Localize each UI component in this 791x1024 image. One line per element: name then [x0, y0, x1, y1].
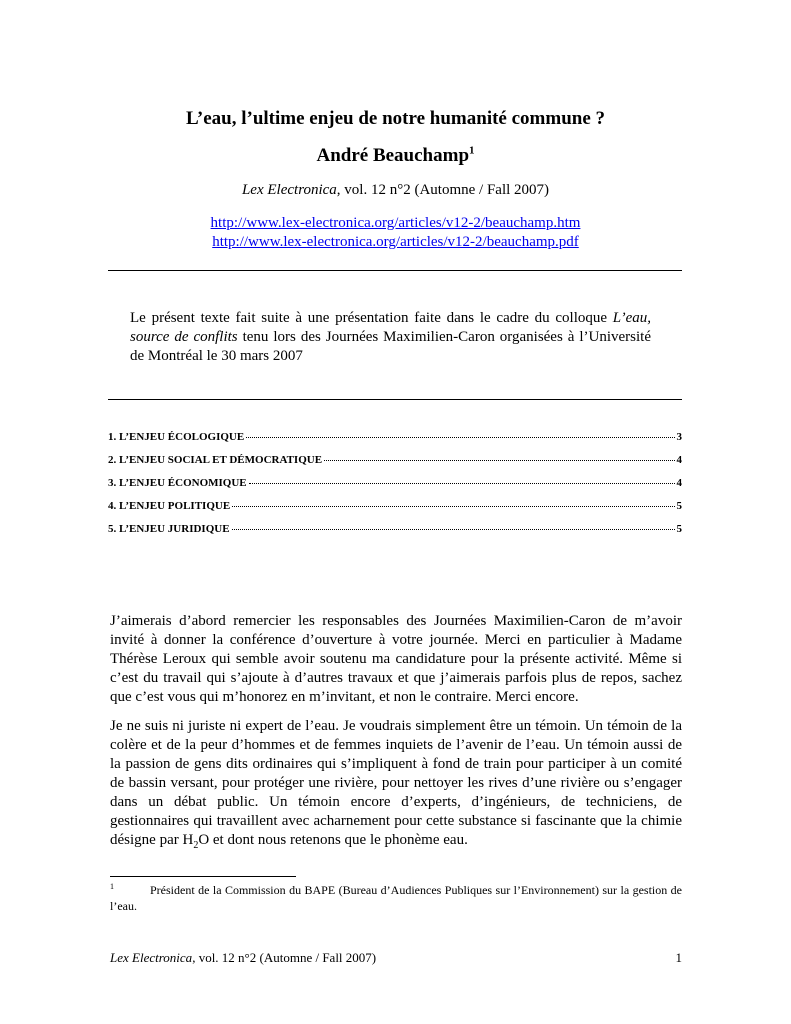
link-pdf[interactable]: http://www.lex-electronica.org/articles/v12-2/beauchamp.pdf — [212, 234, 579, 250]
footnote-mark: 1 — [110, 882, 114, 891]
toc-item-5[interactable] — [108, 523, 682, 546]
toc-item-title: 4. L’ENJEU POLITIQUE — [108, 500, 231, 512]
toc-item-4[interactable] — [108, 500, 682, 523]
toc-leader — [249, 483, 675, 484]
footnote-rule — [110, 876, 296, 877]
article-links — [0, 214, 791, 252]
paragraph-text: J’aimerais d’abord remercier les responsables des Journées Maximilien-Caron de m’avoir invité à donner la conférence d’ouverture à votre journée. Merci en particulier à Madame Thérèse Leroux qui semble avoir soutenu ma candidature pour la présente activité. Même si c’est du travail qui s’ajoute à d’autres travaux et que j’aimerais parfois plus de repos, sachez que c’est vous qui m’honorez en m’invitant, et non le contraire. Merci encore. — [110, 613, 682, 705]
author-line — [0, 145, 791, 167]
link-htm[interactable]: http://www.lex-electronica.org/articles/v12-2/beauchamp.htm — [210, 215, 581, 231]
abstract-text-end: tenu lors des Journées Maximilien-Caron organisées à l’Université de Montréal le 30 mars 2007 — [130, 329, 651, 364]
toc-item-page: 4 — [676, 477, 682, 489]
journal-citation — [0, 182, 791, 199]
journal-volume: , vol. 12 n°2 (Automne / Fall 2007) — [336, 182, 550, 198]
abstract — [130, 309, 651, 366]
toc-leader — [232, 506, 674, 507]
toc-item-title: 3. L’ENJEU ÉCONOMIQUE — [108, 477, 247, 489]
abstract-text-start: Le présent texte fait suite à une présentation faite dans le cadre du colloque — [130, 310, 613, 326]
footer-journal-name: Lex Electronica — [110, 950, 193, 965]
author-name: André Beauchamp — [316, 145, 470, 166]
table-of-contents — [108, 431, 682, 546]
paper-title: L’eau, l’ultime enjeu de notre humanité commune ? — [185, 108, 606, 129]
toc-item-page: 5 — [676, 523, 682, 535]
toc-item-1[interactable] — [108, 431, 682, 454]
toc-item-2[interactable] — [108, 454, 682, 477]
paragraph-text: Je ne suis ni juriste ni expert de l’eau. Je voudrais simplement être un témoin. Un témoin de la colère et de la peur d’hommes et de femmes inquiets de l’avenir de l’eau. Un témoin aussi de la passion de gens dits ordinaires qui s’impliquent à fond de train pour participer à un comité de bassin versant, pour protéger une rivière, pour nettoyer les rives d’une rivière ou s’engager dans un débat public. Un témoin encore d’experts, d’ingénieurs, de techniciens, de gestionnaires qui travaillent avec acharnement pour cette substance si fascinante que la chimie désigne par H — [110, 718, 682, 848]
abstract-divider — [108, 399, 682, 400]
page-number: 1 — [675, 950, 682, 965]
footer-journal-volume: , vol. 12 n°2 (Automne / Fall 2007) — [192, 950, 377, 965]
toc-leader — [232, 529, 675, 530]
journal-name: Lex Electronica — [241, 182, 337, 198]
toc-item-title: 5. L’ENJEU JURIDIQUE — [108, 523, 230, 535]
author-footnote-mark[interactable]: 1 — [469, 144, 475, 157]
header-divider — [108, 270, 682, 271]
toc-item-title: 2. L’ENJEU SOCIAL ET DÉMOCRATIQUE — [108, 454, 323, 466]
toc-leader — [246, 437, 674, 438]
footer-citation — [110, 950, 376, 966]
toc-item-3[interactable] — [108, 477, 682, 500]
toc-item-page: 4 — [676, 454, 682, 466]
toc-item-page: 5 — [676, 500, 682, 512]
toc-item-title: 1. L’ENJEU ÉCOLOGIQUE — [108, 431, 245, 443]
footnote-text: Président de la Commission du BAPE (Bureau d’Audiences Publiques sur l’Environnement) sur la gestion de l’eau. — [110, 883, 682, 913]
body-paragraph-2 — [110, 717, 682, 850]
toc-leader — [324, 460, 674, 461]
body-paragraph-1 — [110, 612, 682, 707]
page-footer — [110, 950, 682, 966]
footnote — [110, 882, 682, 914]
paragraph-text-end: O et dont nous retenons que le phonème eau. — [198, 832, 468, 848]
colloquium-title: L’eau, source de conflits — [130, 310, 651, 345]
subscript-2: 2 — [193, 840, 199, 851]
toc-item-page: 3 — [676, 431, 682, 443]
